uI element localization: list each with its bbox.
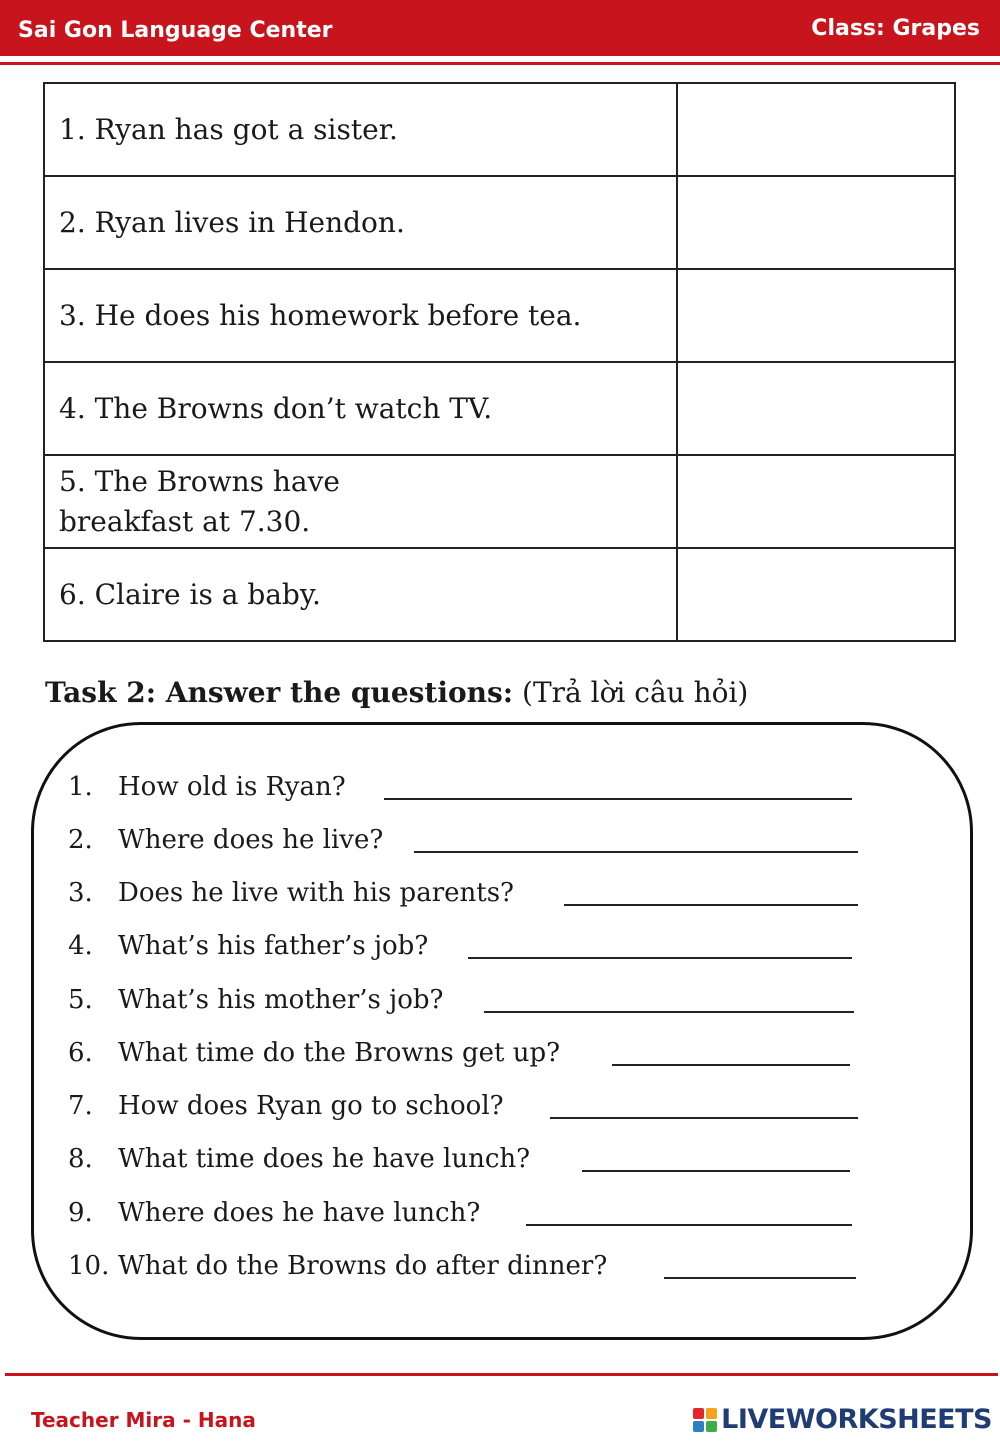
answer-cell[interactable] <box>677 548 955 641</box>
task2-title: Task 2: Answer the questions: <box>45 676 514 709</box>
center-name: Sai Gon Language Center <box>18 18 333 43</box>
question-number: 7. <box>68 1091 93 1121</box>
answer-cell[interactable] <box>677 176 955 269</box>
header-divider <box>0 62 1000 65</box>
teacher-name: Teacher Mira - Hana <box>31 1408 256 1432</box>
statement-cell: 6. Claire is a baby. <box>44 548 677 641</box>
table-row <box>44 362 955 455</box>
question-number: 4. <box>68 931 93 961</box>
liveworksheets-logo <box>693 1404 992 1435</box>
table-row <box>44 83 955 176</box>
answer-line[interactable] <box>526 1224 852 1226</box>
question-number: 6. <box>68 1038 93 1068</box>
statement-cell: 4. The Browns don’t watch TV. <box>44 362 677 455</box>
answer-line[interactable] <box>414 851 858 853</box>
question-text: What do the Browns do after dinner? <box>118 1251 608 1281</box>
question-number: 8. <box>68 1144 93 1174</box>
answer-line[interactable] <box>484 1011 854 1013</box>
question-number: 5. <box>68 985 93 1015</box>
table-row <box>44 548 955 641</box>
statement-cell: 5. The Browns have breakfast at 7.30. <box>44 455 677 548</box>
question-number: 2. <box>68 825 93 855</box>
footer-divider <box>5 1373 998 1376</box>
question-text: What’s his father’s job? <box>118 931 429 961</box>
brand-name: LIVEWORKSHEETS <box>721 1404 992 1435</box>
question-text: Where does he have lunch? <box>118 1198 481 1228</box>
class-label: Class: Grapes <box>811 16 980 41</box>
logo-grid-icon <box>693 1408 717 1432</box>
question-text: Does he live with his parents? <box>118 878 514 908</box>
question-number: 3. <box>68 878 93 908</box>
table-row <box>44 455 955 548</box>
table-row <box>44 269 955 362</box>
statements-table <box>43 82 956 642</box>
answer-line[interactable] <box>612 1064 850 1066</box>
header-bar <box>0 0 1000 56</box>
question-text: What’s his mother’s job? <box>118 985 444 1015</box>
answer-line[interactable] <box>384 798 852 800</box>
answer-cell[interactable] <box>677 269 955 362</box>
question-text: How old is Ryan? <box>118 772 346 802</box>
answer-cell[interactable] <box>677 83 955 176</box>
task2-heading <box>45 676 748 709</box>
question-text: How does Ryan go to school? <box>118 1091 504 1121</box>
question-number: 9. <box>68 1198 93 1228</box>
answer-line[interactable] <box>564 904 858 906</box>
question-text: What time does he have lunch? <box>118 1144 531 1174</box>
answer-line[interactable] <box>582 1170 850 1172</box>
table-row <box>44 176 955 269</box>
statement-cell: 1. Ryan has got a sister. <box>44 83 677 176</box>
statement-cell: 3. He does his homework before tea. <box>44 269 677 362</box>
statement-cell: 2. Ryan lives in Hendon. <box>44 176 677 269</box>
question-text: What time do the Browns get up? <box>118 1038 561 1068</box>
question-number: 1. <box>68 772 93 802</box>
answer-cell[interactable] <box>677 455 955 548</box>
question-number: 10. <box>68 1251 110 1281</box>
task2-subtitle: (Trả lời câu hỏi) <box>522 676 749 709</box>
question-text: Where does he live? <box>118 825 384 855</box>
answer-line[interactable] <box>550 1117 858 1119</box>
answer-cell[interactable] <box>677 362 955 455</box>
answer-line[interactable] <box>664 1277 856 1279</box>
answer-line[interactable] <box>468 957 852 959</box>
